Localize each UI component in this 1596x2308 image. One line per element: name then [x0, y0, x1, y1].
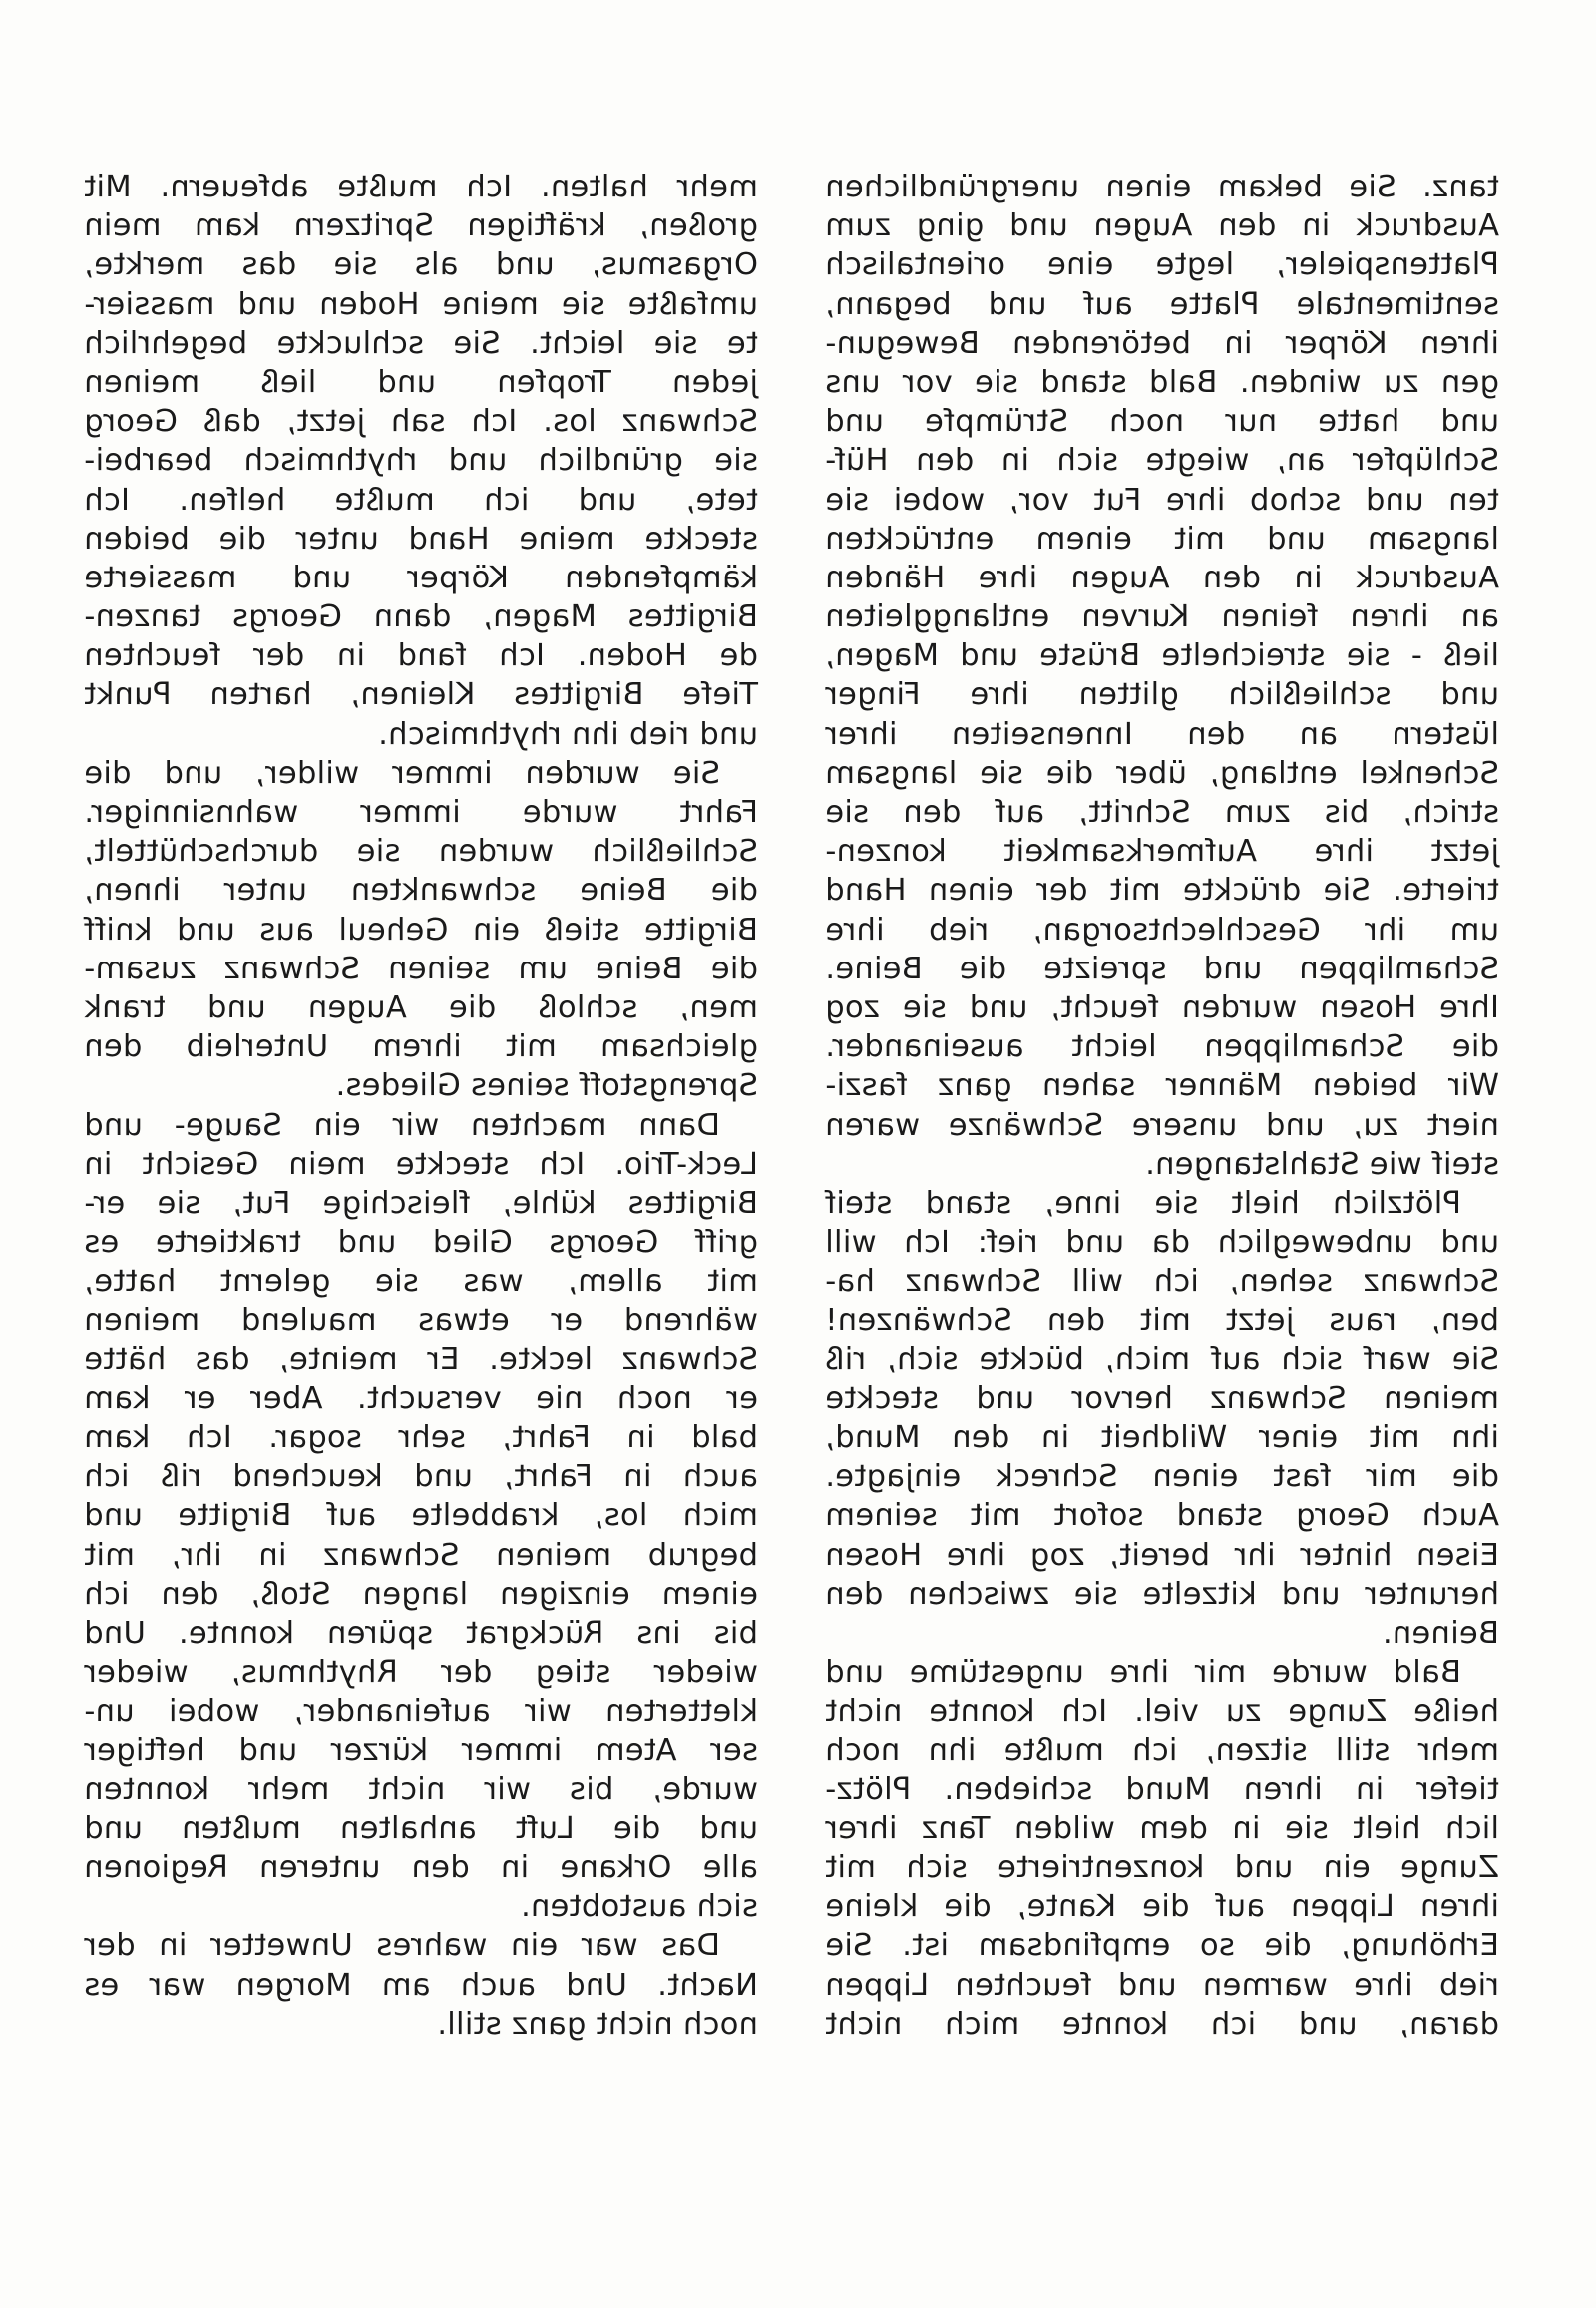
text-line: gleichsam mit ihrem Unterleib den — [84, 1029, 758, 1065]
text-line: herunter und kitzelte sie zwischen den — [825, 1576, 1499, 1612]
text-line: ser Atem immer kürzer und heftiger — [84, 1732, 758, 1768]
text-line: die Schamlippen leicht auseinander. — [825, 1029, 1499, 1065]
text-line: ben, raus jetzt mit den Schwänzen! — [825, 1303, 1499, 1339]
text-line: Fahrt wurde immer wahnsinniger. — [84, 795, 758, 830]
text-line: Beinen. — [1382, 1615, 1499, 1651]
text-line: und hatte nur noch Strümpfe und — [825, 404, 1499, 440]
text-line: die Beine um seinen Schwanz zusam- — [84, 951, 758, 986]
text-line: kämpfenden Körper und massierte — [84, 560, 758, 595]
text-line: ließ - sie streichelte Brüste und Magen, — [825, 638, 1499, 674]
text-line: wurde, bis wir nicht mehr konnten — [84, 1771, 758, 1807]
text-line: und unbeweglich da und rief: Ich will — [825, 1225, 1499, 1261]
text-line: Ausdruck in den Augen ihre Händen — [825, 560, 1499, 595]
text-line: die Beine schwankten unter ihnen, — [84, 873, 758, 909]
text-line: Schenkel entlang, über die sie langsam — [825, 755, 1499, 791]
text-line: Sie wurden immer wilder, und die — [84, 755, 720, 791]
text-line: Schwanz sehen, ich will Schwanz ha- — [825, 1264, 1499, 1300]
text-line: Das war ein wahres Unwetter in der — [84, 1928, 720, 1964]
text-line: Birgittes kühle, fleischige Fut, sie er- — [84, 1185, 758, 1221]
text-column-left-original — [825, 168, 1499, 2044]
text-line: sie gründlich und rhythmisch bearbei- — [84, 443, 758, 479]
text-line: lich hielt sie in dem wilden Tanz ihrer — [825, 1810, 1499, 1846]
text-line: auch in Fahrt, und keuchend riß ich — [84, 1459, 758, 1495]
text-line: noch nicht ganz still. — [437, 2006, 758, 2042]
text-line: meinen Schwanz hervor und steckte — [825, 1380, 1499, 1416]
text-line: Dann machten wir ein Sauge- und — [84, 1107, 720, 1143]
text-line: sentimentale Platte auf und begann, — [825, 286, 1499, 322]
text-line: Leck-Trio. Ich steckte mein Gesicht in — [84, 1146, 758, 1182]
text-line: rieb ihre warmen und feuchten Lippen — [825, 1967, 1499, 2003]
text-line: mehr halten. Ich mußte abfeuern. Mit — [84, 170, 758, 204]
text-line: Birgitte stieß ein Geheul aus und kniff — [84, 912, 758, 948]
text-line: wieder stieg der Rhythmus, wieder — [84, 1655, 758, 1691]
text-line: Auch Georg stand sofort mit seinem — [825, 1498, 1499, 1534]
text-line: die mir fast einen Schreck einjagte. — [825, 1459, 1499, 1495]
text-line: daran, und ich konnte mich nicht — [825, 2006, 1499, 2042]
text-line: an ihren feinen Kurven entlanggleiten — [825, 599, 1499, 635]
text-line: Erhöhung, die so empfindsam ist. Sie — [825, 1928, 1499, 1964]
text-line: Nacht. Und auch am Morgen war es — [84, 1967, 758, 2003]
text-line: Eisen hinter ihr bereit, zog ihre Hosen — [825, 1537, 1499, 1573]
text-line: Schamlippen und spreizte die Beine. — [825, 951, 1499, 986]
text-line: men, schloß die Augen und trank — [84, 989, 758, 1025]
text-line: begrub meinen Schwanz in ihr, mit — [84, 1537, 758, 1573]
text-line: lüstern an den Innenseiten ihrer — [825, 716, 1499, 752]
text-line: mehr still sitzen, ich mußte ihn noch — [825, 1732, 1499, 1768]
text-column-right-original — [84, 168, 758, 2044]
text-line: und schließlich glitten ihre Finger — [825, 677, 1499, 713]
text-line: niert zu, und unsere Schwänze waren — [825, 1107, 1499, 1143]
text-line: mit allem, was sie gelernt hatte, — [84, 1264, 758, 1300]
text-line: Sprengstoff seines Gliedes. — [335, 1068, 758, 1104]
text-line: Ausdruck in den Augen und ging zum — [825, 208, 1499, 244]
text-line: te sie leicht. Sie schluckte begehrlich — [84, 325, 758, 361]
text-line: Plattenspieler, legte eine orientalisch — [825, 247, 1499, 283]
text-line: Sie warf sich auf mich, bückte sich, riß — [825, 1342, 1499, 1377]
text-line: ihn mit einer Wildheit in den Mund, — [825, 1420, 1499, 1455]
text-line: Zunge ein und konzentrierte sich mit — [825, 1850, 1499, 1886]
text-line: um ihr Geschlechtsorgan, rieb ihre — [825, 912, 1499, 948]
text-line: Ihre Hosen wurden feucht, und sie zog — [825, 989, 1499, 1025]
text-line: Schlüpfer an, wiegte sich in den Hüf- — [825, 443, 1499, 479]
text-line: steckte meine Hand unter die beiden — [84, 521, 758, 557]
text-line: großen, kräftigen Spritzern kam mein — [84, 208, 758, 244]
text-line: griff Georgs Glied und traktierte es — [84, 1225, 758, 1261]
text-line: tiefer in ihren Mund schieben. Plötz- — [825, 1771, 1499, 1807]
text-line: gen zu winden. Bald stand sie vor uns — [825, 364, 1499, 400]
text-line: bis ins Rückgrat spüren konnte. Und — [84, 1615, 758, 1651]
text-line: mich los, krabbelte auf Birgitte und — [84, 1498, 758, 1534]
text-line: heiße Zunge zu viel. Ich konnte nicht — [825, 1694, 1499, 1730]
text-line: ihren Körper in betörenden Bewegun- — [825, 325, 1499, 361]
text-line: Schwanz leckte. Er meinte, das hätte — [84, 1342, 758, 1377]
text-line: sich austobten. — [520, 1889, 758, 1925]
text-line: ihren Lippen auf die Kante, die kleine — [825, 1889, 1499, 1925]
text-line: Orgasmus, und als sie das merkte, — [84, 247, 758, 283]
text-line: Schließlich wurden sie durchschüttelt, — [84, 834, 758, 870]
text-line: langsam und mit einem entrückten — [825, 521, 1499, 557]
text-line: Plötzlich hielt sie inne, stand steif — [825, 1185, 1461, 1221]
text-line: bald in Fahrt, sehr sogar. Ich kam — [84, 1420, 758, 1455]
text-line: strich, bis zum Schritt, auf den sie — [825, 795, 1499, 830]
text-line: de Hoden. Ich fand in der feuchten — [84, 638, 758, 674]
text-line: steif wie Stahlstangen. — [1144, 1146, 1499, 1182]
text-line: und die Luft anhalten mußten und — [84, 1810, 758, 1846]
text-line: er noch nie versucht. Aber er kam — [84, 1380, 758, 1416]
text-line: Bald wurde mir ihre ungestüme und — [825, 1655, 1461, 1691]
text-line: während er etwas maulend meinen — [84, 1303, 758, 1339]
text-line: alle Orkane in den unteren Regionen — [84, 1850, 758, 1886]
text-line: einem einzigen langen Stoß, den ich — [84, 1576, 758, 1612]
text-line: trierte. Sie drückte mit der einen Hand — [825, 873, 1499, 909]
text-line: und rieb ihn rhythmisch. — [377, 716, 758, 752]
text-line: Tiefe Birgittes Kleinen, harten Punkt — [84, 677, 758, 713]
text-line: jeden Tropfen und ließ meinen — [84, 364, 758, 400]
text-line: tanz. Sie bekam einen unergründlichen — [825, 170, 1499, 204]
text-line: Schwanz los. Ich sah jetzt, daß Georg — [84, 404, 758, 440]
text-line: Wir beiden Männer sahen ganz faszi- — [825, 1068, 1499, 1104]
text-line: jetzt ihre Aufmerksamkeit konzen- — [825, 834, 1499, 870]
text-line: umfaßte sie meine Hoden und massier- — [84, 286, 758, 322]
text-line: tete, und ich mußte helfen. Ich — [84, 482, 758, 518]
text-line: kletterten wir aufeinander, wobei un- — [84, 1694, 758, 1730]
text-line: Birgittes Magen, dann Georgs tanzen- — [84, 599, 758, 635]
text-line: ten und schob ihre Fut vor, wobei sie — [825, 482, 1499, 518]
